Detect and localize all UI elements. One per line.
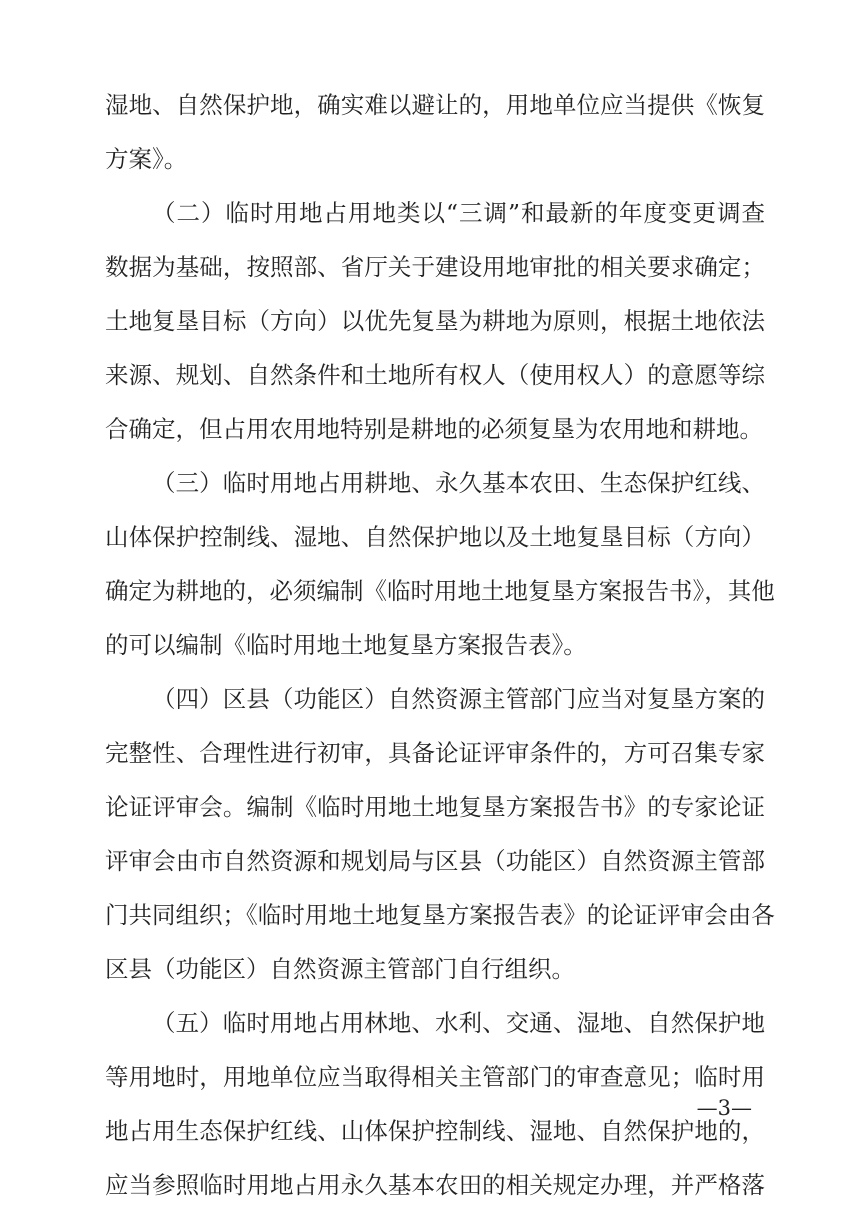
- text-line: 评审会由市自然资源和规划局与区县（功能区）自然资源主管部: [105, 847, 765, 875]
- text-line: 的可以编制《临时用地土地复垦方案报告表》。: [105, 631, 587, 659]
- text-line: 区县（功能区）自然资源主管部门自行组织。: [105, 955, 575, 983]
- text-line: 应当参照临时用地占用永久基本农田的相关规定办理，并严格落: [105, 1171, 765, 1199]
- paragraph-start-line: （五）临时用地占用林地、水利、交通、湿地、自然保护地: [152, 1009, 765, 1037]
- text-line: 等用地时，用地单位应当取得相关主管部门的审查意见；临时用: [105, 1063, 765, 1091]
- text-line: 湿地、自然保护地，确实难以避让的，用地单位应当提供《恢复: [105, 91, 765, 119]
- text-line: 地占用生态保护红线、山体保护控制线、湿地、自然保护地的，: [105, 1117, 765, 1145]
- text-line: 山体保护控制线、湿地、自然保护地以及土地复垦目标（方向）: [105, 523, 765, 551]
- text-line: 完整性、合理性进行初审，具备论证评审条件的，方可召集专家: [105, 739, 765, 767]
- text-line: 门共同组织；《临时用地土地复垦方案报告表》的论证评审会由各: [105, 901, 775, 929]
- text-line: 确定为耕地的，必须编制《临时用地土地复垦方案报告书》，其他: [105, 577, 775, 605]
- text-line: 论证评审会。编制《临时用地土地复垦方案报告书》的专家论证: [105, 793, 765, 821]
- page-number: —3—: [696, 1096, 752, 1120]
- text-line: 数据为基础，按照部、省厅关于建设用地审批的相关要求确定；: [105, 253, 765, 281]
- text-line: 方案》。: [105, 145, 188, 173]
- text-line: 来源、规划、自然条件和土地所有权人（使用权人）的意愿等综: [105, 361, 765, 389]
- text-line: 合确定，但占用农用地特别是耕地的必须复垦为农用地和耕地。: [105, 415, 763, 443]
- paragraph-start-line: （三）临时用地占用耕地、永久基本农田、生态保护红线、: [152, 469, 765, 497]
- paragraph-start-line: （二）临时用地占用地类以“三调”和最新的年度变更调查: [152, 199, 765, 227]
- body-text: [105, 78, 775, 1212]
- text-line: 土地复垦目标（方向）以优先复垦为耕地为原则，根据土地依法: [105, 307, 765, 335]
- paragraph-start-line: （四）区县（功能区）自然资源主管部门应当对复垦方案的: [152, 685, 765, 713]
